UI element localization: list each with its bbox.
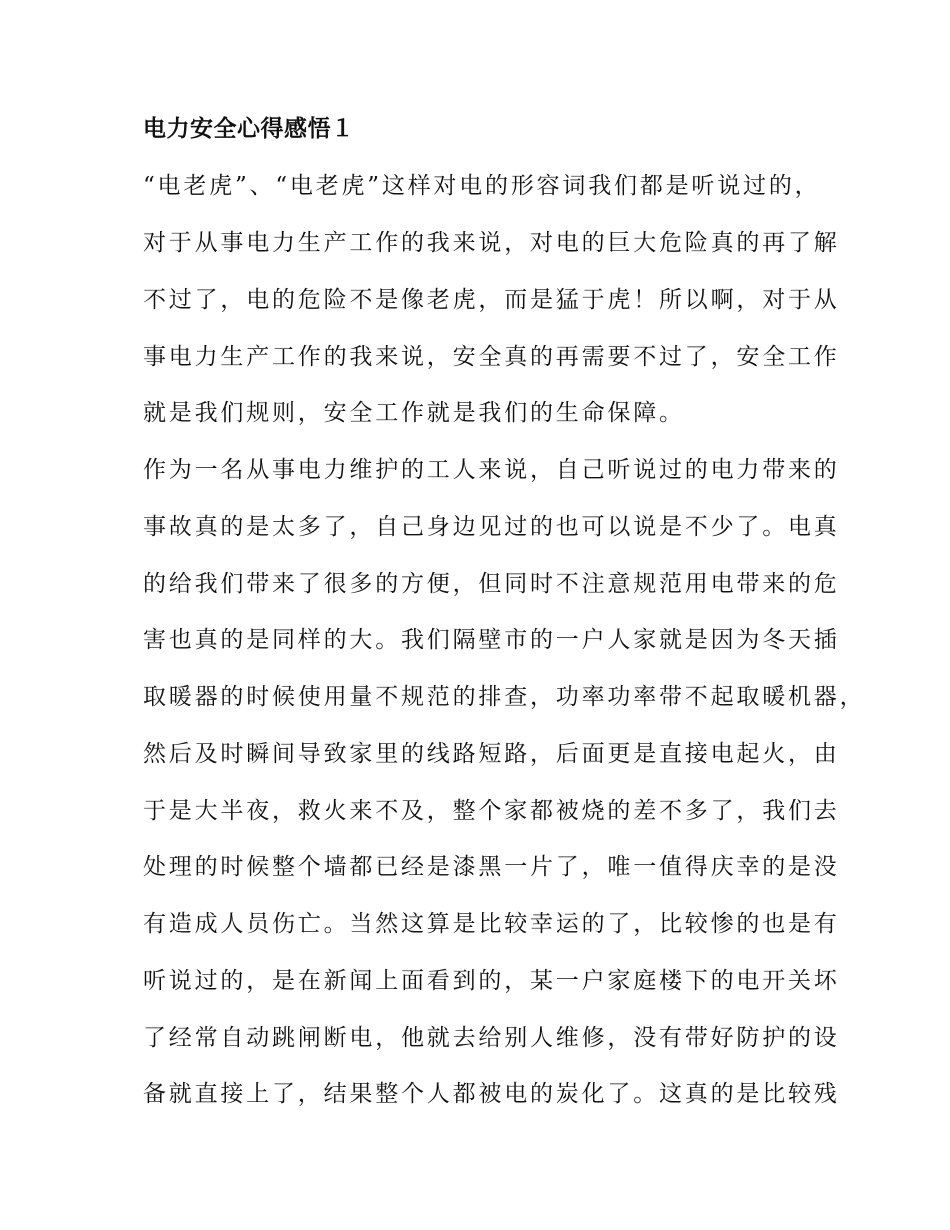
text-line: 取暖器的时候使用量不规范的排查，功率功率带不起取暖机器， [143, 684, 866, 710]
text-line: 有造成人员伤亡。当然这算是比较幸运的了，比较惨的也是有 [143, 911, 840, 937]
text-line: 对于从事电力生产工作的我来说，对电的巨大危险真的再了解 [143, 230, 840, 256]
page-title: 电力安全心得感悟１ [143, 115, 355, 142]
text-line: 然后及时瞬间导致家里的线路短路，后面更是直接电起火，由 [143, 741, 840, 767]
text-line: 就是我们规则，安全工作就是我们的生命保障。 [143, 400, 685, 426]
text-line: 事故真的是太多了，自己身边见过的也可以说是不少了。电真 [143, 514, 840, 540]
text-line: 处理的时候整个墙都已经是漆黑一片了，唯一值得庆幸的是没 [143, 854, 840, 880]
text-line: 作为一名从事电力维护的工人来说，自己听说过的电力带来的 [143, 457, 840, 483]
text-line: 备就直接上了，结果整个人都被电的炭化了。这真的是比较残 [143, 1081, 840, 1107]
text-line: 听说过的，是在新闻上面看到的，某一户家庭楼下的电开关坏 [143, 968, 840, 994]
text-line: 事电力生产工作的我来说，安全真的再需要不过了，安全工作 [143, 344, 840, 370]
text-line: 于是大半夜，救火来不及，整个家都被烧的差不多了，我们去 [143, 798, 840, 824]
text-line: 害也真的是同样的大。我们隔壁市的一户人家就是因为冬天插 [143, 627, 840, 653]
text-line: 的给我们带来了很多的方便，但同时不注意规范用电带来的危 [143, 571, 840, 597]
text-line: 不过了，电的危险不是像老虎，而是猛于虎！所以啊，对于从 [143, 287, 840, 313]
text-line: “电老虎”、“电老虎”这样对电的形容词我们都是听说过的， [143, 173, 821, 199]
text-line: 了经常自动跳闸断电，他就去给别人维修，没有带好防护的设 [143, 1025, 840, 1051]
